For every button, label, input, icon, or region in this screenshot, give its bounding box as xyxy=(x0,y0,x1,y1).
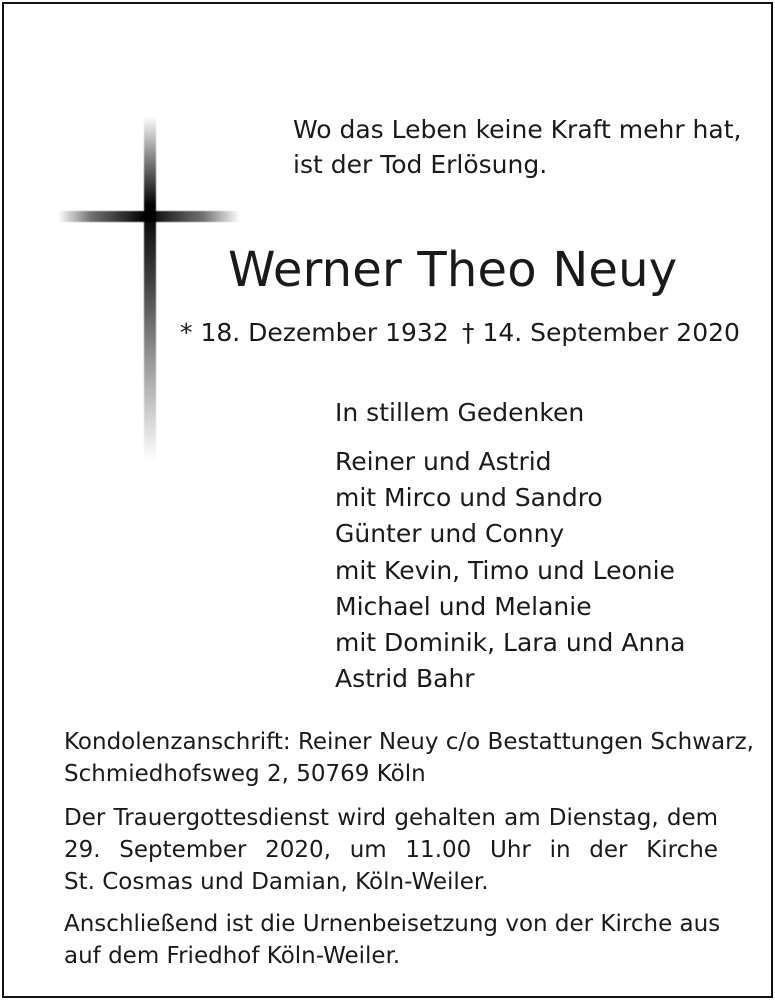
service-line: St. Cosmas und Damian, Köln-Weiler. xyxy=(64,869,489,895)
mourner-line: Astrid Bahr xyxy=(335,664,475,694)
mourner-line: mit Dominik, Lara und Anna xyxy=(335,628,686,658)
in-memory-heading: In stillem Gedenken xyxy=(335,398,585,427)
mourners-list xyxy=(335,444,685,697)
burial-line: Anschließend ist die Urnenbeisetzung von der Kirche aus xyxy=(64,911,721,937)
cross-icon xyxy=(144,116,156,461)
deceased-name: Werner Theo Neuy xyxy=(228,242,678,298)
burial-line: auf dem Friedhof Köln-Weiler. xyxy=(64,943,401,969)
burial-info xyxy=(64,908,721,972)
condolence-line: Kondolenzanschrift: Reiner Neuy c/o Bestattungen Schwarz, xyxy=(64,729,754,755)
service-info xyxy=(64,802,718,898)
mourner-line: Günter und Conny xyxy=(335,519,565,549)
mourner-line: mit Kevin, Timo und Leonie xyxy=(335,555,675,585)
motto-line: Wo das Leben keine Kraft mehr hat, xyxy=(293,115,742,144)
motto-line: ist der Tod Erlösung. xyxy=(293,150,548,179)
motto xyxy=(293,112,741,182)
cross-icon-crossbar xyxy=(58,211,240,222)
mourner-line: mit Mirco und Sandro xyxy=(335,483,603,513)
condolence-address xyxy=(64,726,754,790)
mourner-line: Reiner und Astrid xyxy=(335,447,552,476)
death-date: † 14. September 2020 xyxy=(462,318,740,347)
birth-date: * 18. Dezember 1932 xyxy=(180,318,449,347)
condolence-line: Schmiedhofsweg 2, 50769 Köln xyxy=(64,761,426,787)
service-line: 29. September 2020, um 11.00 Uhr in der Kirche xyxy=(64,837,718,863)
service-line: Der Trauergottesdienst wird gehalten am Dienstag, dem xyxy=(64,805,718,831)
mourner-line: Michael und Melanie xyxy=(335,591,592,621)
